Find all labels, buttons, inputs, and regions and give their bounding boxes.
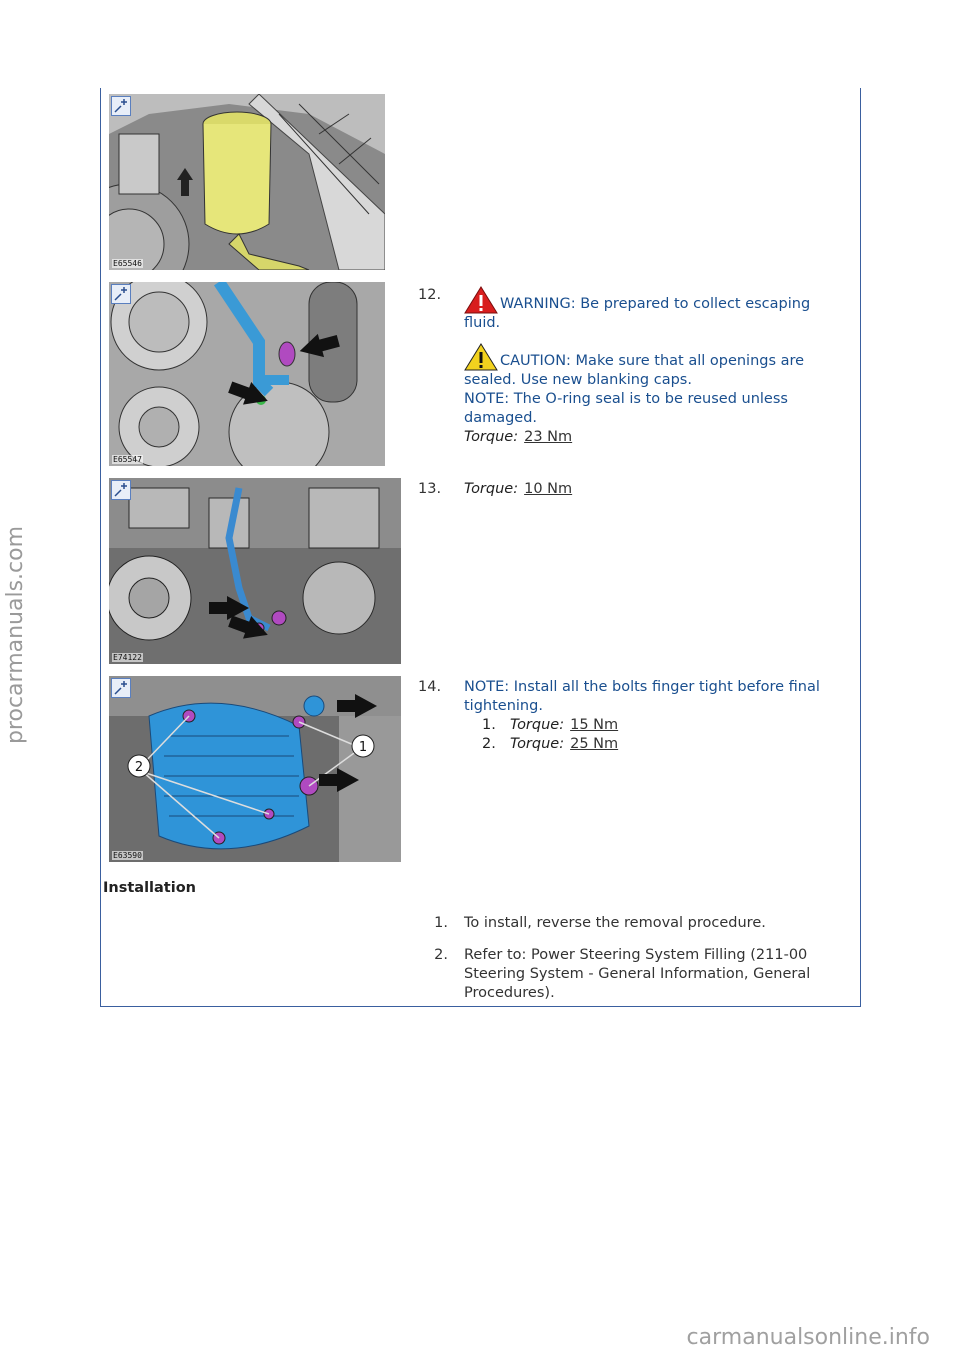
hose-illustration: [109, 282, 385, 466]
figure-hose[interactable]: [109, 282, 385, 466]
caution-block: [464, 343, 844, 390]
zoom-icon[interactable]: [111, 96, 131, 116]
step-body: [464, 678, 844, 754]
install-item: [418, 914, 848, 938]
figure-reservoir[interactable]: [109, 94, 385, 270]
install-item: [418, 946, 848, 1006]
figure-id: E74122: [113, 653, 142, 662]
step-14: [418, 678, 828, 778]
torque-value-link[interactable]: 23 Nm: [524, 429, 573, 445]
alternator-illustration: [109, 676, 401, 862]
install-item-text: To install, reverse the removal procedure.: [464, 915, 766, 931]
torque-label: Torque:: [510, 717, 565, 733]
step-12: [418, 286, 828, 462]
figure-engine-pipe[interactable]: [109, 478, 401, 664]
note-text: NOTE: The O-ring seal is to be reused unless damaged.: [464, 391, 788, 426]
callout-1: 1: [358, 740, 368, 755]
torque-label: Torque:: [464, 481, 519, 497]
figure-alternator[interactable]: [109, 676, 401, 862]
warning-icon: [464, 286, 498, 314]
zoom-icon[interactable]: [111, 480, 131, 500]
procedure-frame: [100, 88, 861, 1007]
step-body: [464, 480, 844, 499]
torque-line: [464, 428, 844, 447]
step-13: [418, 480, 828, 520]
engine-pipe-illustration: [109, 478, 401, 664]
install-item-number: 2.: [434, 947, 448, 963]
step-body: [464, 286, 844, 447]
torque-label: Torque:: [464, 429, 519, 445]
caution-icon: [464, 343, 498, 371]
step-number: 14.: [418, 679, 442, 695]
install-item-number: 1.: [434, 915, 448, 931]
side-watermark: procarmanuals.com: [3, 525, 28, 745]
figure-id: E63590: [113, 851, 142, 860]
installation-heading: Installation: [103, 880, 196, 896]
warning-block: [464, 286, 844, 333]
sub-step-number: 1.: [482, 717, 496, 733]
step-number: 12.: [418, 287, 442, 303]
sub-step: [464, 735, 844, 754]
zoom-icon[interactable]: [111, 678, 131, 698]
sub-step: [464, 716, 844, 735]
install-item-text[interactable]: Refer to: Power Steering System Filling (211-00 Steering System - General Information, General Procedures).: [464, 947, 811, 1001]
note-text: NOTE: Install all the bolts finger tight before final tightening.: [464, 679, 820, 714]
torque-label: Torque:: [510, 736, 565, 752]
sub-step-number: 2.: [482, 736, 496, 752]
footer-watermark: carmanualsonline.info: [686, 1325, 930, 1350]
figure-id: E65546: [113, 259, 142, 268]
zoom-icon[interactable]: [111, 284, 131, 304]
warning-text: WARNING: Be prepared to collect escaping fluid.: [464, 296, 811, 331]
caution-text: CAUTION: Make sure that all openings are sealed. Use new blanking caps.: [464, 353, 805, 388]
callout-2: 2: [134, 760, 144, 775]
torque-value-link[interactable]: 25 Nm: [570, 736, 619, 752]
step-number: 13.: [418, 481, 442, 497]
reservoir-illustration: [109, 94, 385, 270]
torque-value-link[interactable]: 15 Nm: [570, 717, 619, 733]
figure-id: E65547: [113, 455, 142, 464]
torque-value-link[interactable]: 10 Nm: [524, 481, 573, 497]
